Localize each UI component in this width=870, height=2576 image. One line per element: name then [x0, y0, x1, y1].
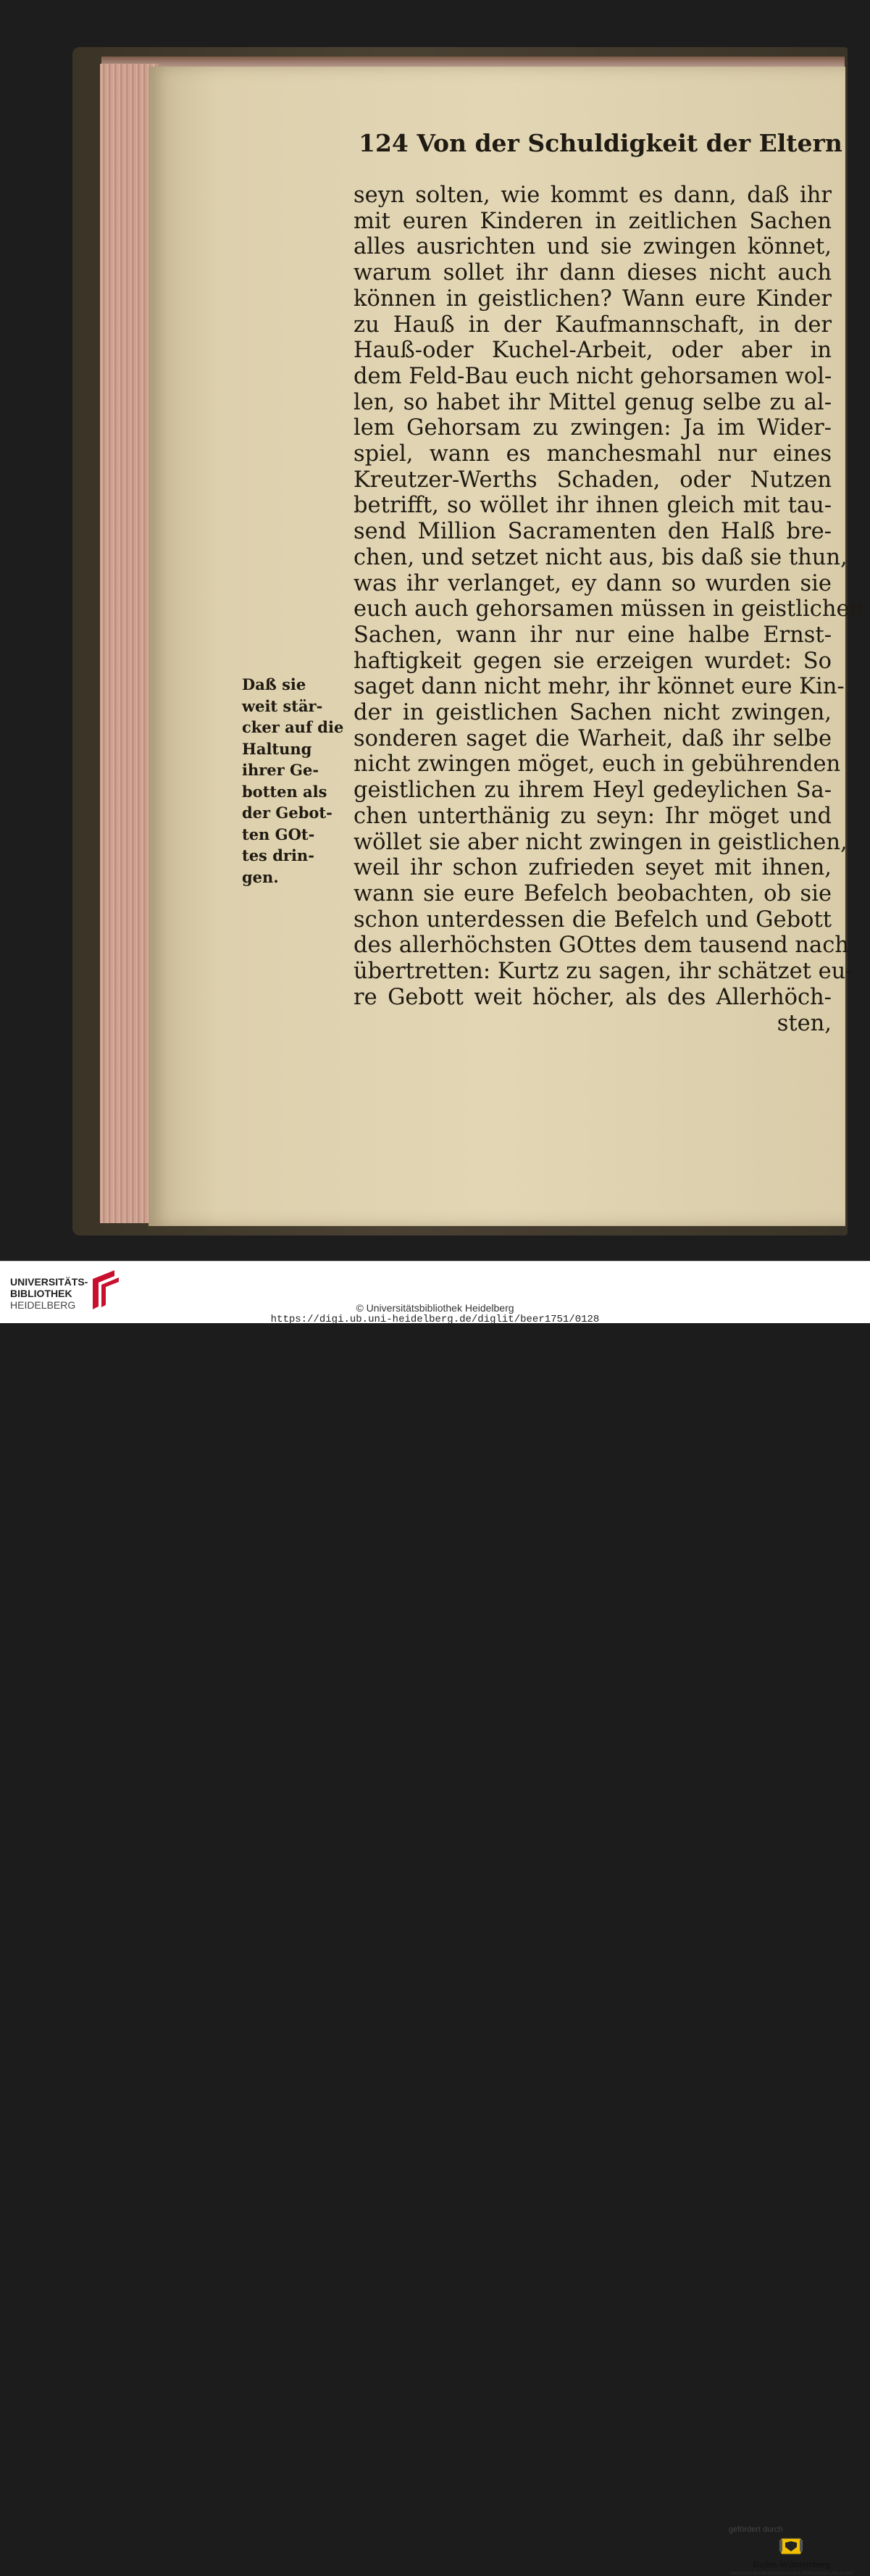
body-line: saget dann nicht mehr, ihr könnet eure Kin- — [354, 674, 845, 700]
body-line: zu Hauß in der Kaufmannschaft, in der — [354, 312, 832, 338]
library-name-line1: UNIVERSITÄTS- — [10, 1276, 88, 1288]
library-name-line2: BIBLIOTHEK — [10, 1288, 72, 1299]
body-line: lem Gehorsam zu zwingen: Ja im Wider- — [354, 415, 832, 441]
margin-note-line: cker auf die — [242, 718, 344, 736]
margin-note-line: ihrer Ge- — [242, 761, 319, 779]
margin-note-line: botten als — [242, 782, 327, 801]
body-line: chen, und setzet nicht aus, bis daß sie thun, — [354, 544, 848, 570]
body-line: warum sollet ihr dann dieses nicht auch — [354, 260, 832, 286]
body-line: weil ihr schon zufrieden seyet mit ihnen, — [354, 855, 832, 881]
margin-note-line: gen. — [242, 867, 279, 886]
margin-note-line: weit stär- — [242, 696, 323, 715]
body-line: des allerhöchsten GOttes dem tausend nach — [354, 933, 849, 959]
margin-note-line: ten GOt- — [242, 825, 315, 843]
body-line: sten, — [777, 1010, 832, 1036]
body-line: send Million Sacramenten den Halß bre- — [354, 519, 832, 545]
permalink-url[interactable]: https://digi.ub.uni-heidelberg.de/diglit/beer1751/0128 — [270, 1314, 600, 1325]
margin-note-line: Haltung — [242, 739, 312, 758]
book-scan — [0, 0, 870, 1261]
margin-note-line: der Gebot- — [242, 804, 332, 822]
sponsor-name: Baden-Württemberg — [753, 2559, 830, 2569]
margin-note — [242, 674, 351, 888]
body-line: alles ausrichten und sie zwingen könnet, — [354, 234, 832, 260]
body-line: len, so habet ihr Mittel genug selbe zu al- — [354, 389, 832, 415]
body-line: sonderen saget die Warheit, daß ihr selbe — [354, 725, 832, 751]
body-line: Sachen, wann ihr nur eine halbe Ernst- — [354, 622, 832, 648]
body-line: chen unterthänig zu seyn: Ihr möget und — [354, 803, 832, 829]
body-line: betrifft, so wöllet ihr ihnen gleich mit tau- — [354, 493, 832, 519]
copyright-text: © Universitätsbibliothek Heidelberg — [356, 1302, 514, 1314]
body-line: der in geistlichen Sachen nicht zwingen, — [354, 700, 832, 726]
body-line: re Gebott weit höcher, als des Allerhöch- — [354, 984, 832, 1010]
body-line: spiel, wann es manchesmahl nur eines — [354, 441, 832, 467]
baden-wuerttemberg-crest-icon[interactable] — [777, 2535, 806, 2557]
body-line: wann sie eure Befelch beobachten, ob sie — [354, 880, 832, 906]
body-line: Hauß-oder Kuchel-Arbeit, oder aber in — [354, 338, 832, 364]
body-line: seyn solten, wie kommt es dann, daß ihr — [354, 183, 832, 208]
margin-note-line: tes drin- — [242, 846, 314, 864]
sponsor-subtitle: MINISTERIUM FÜR WISSENSCHAFT, FORSCHUNG UND KUNST — [730, 2572, 854, 2576]
body-text — [354, 183, 864, 1036]
body-line: nicht zwingen möget, euch in gebührenden — [354, 751, 841, 778]
body-line: wöllet sie aber nicht zwingen in geistlichen, — [354, 829, 848, 855]
body-line: schon unterdessen die Befelch und Gebott — [354, 906, 832, 933]
margin-note-line: Daß sie — [242, 675, 306, 693]
body-line: übertretten: Kurtz zu sagen, ihr schätzet eu- — [354, 959, 853, 985]
body-line: geistlichen zu ihrem Heyl gedeylichen Sa- — [354, 778, 832, 804]
body-line: haftigkeit gegen sie erzeigen wurdet: So — [354, 648, 832, 674]
page-header: 124 Von der Schuldigkeit der Eltern — [359, 129, 842, 157]
library-name-line3: HEIDELBERG — [10, 1299, 76, 1311]
sponsor-label: gefördert durch — [729, 2525, 783, 2534]
body-line: euch auch gehorsamen müssen in geistlichen — [354, 596, 864, 622]
body-line: Kreutzer-Werths Schaden, oder Nutzen — [354, 467, 832, 493]
body-line: können in geistlichen? Wann eure Kinder — [354, 285, 832, 312]
body-line: was ihr verlanget, ey dann so wurden sie — [354, 570, 832, 596]
body-line: dem Feld-Bau euch nicht gehorsamen wol- — [354, 363, 832, 389]
body-line: mit euren Kinderen in zeitlichen Sachen — [354, 208, 832, 234]
